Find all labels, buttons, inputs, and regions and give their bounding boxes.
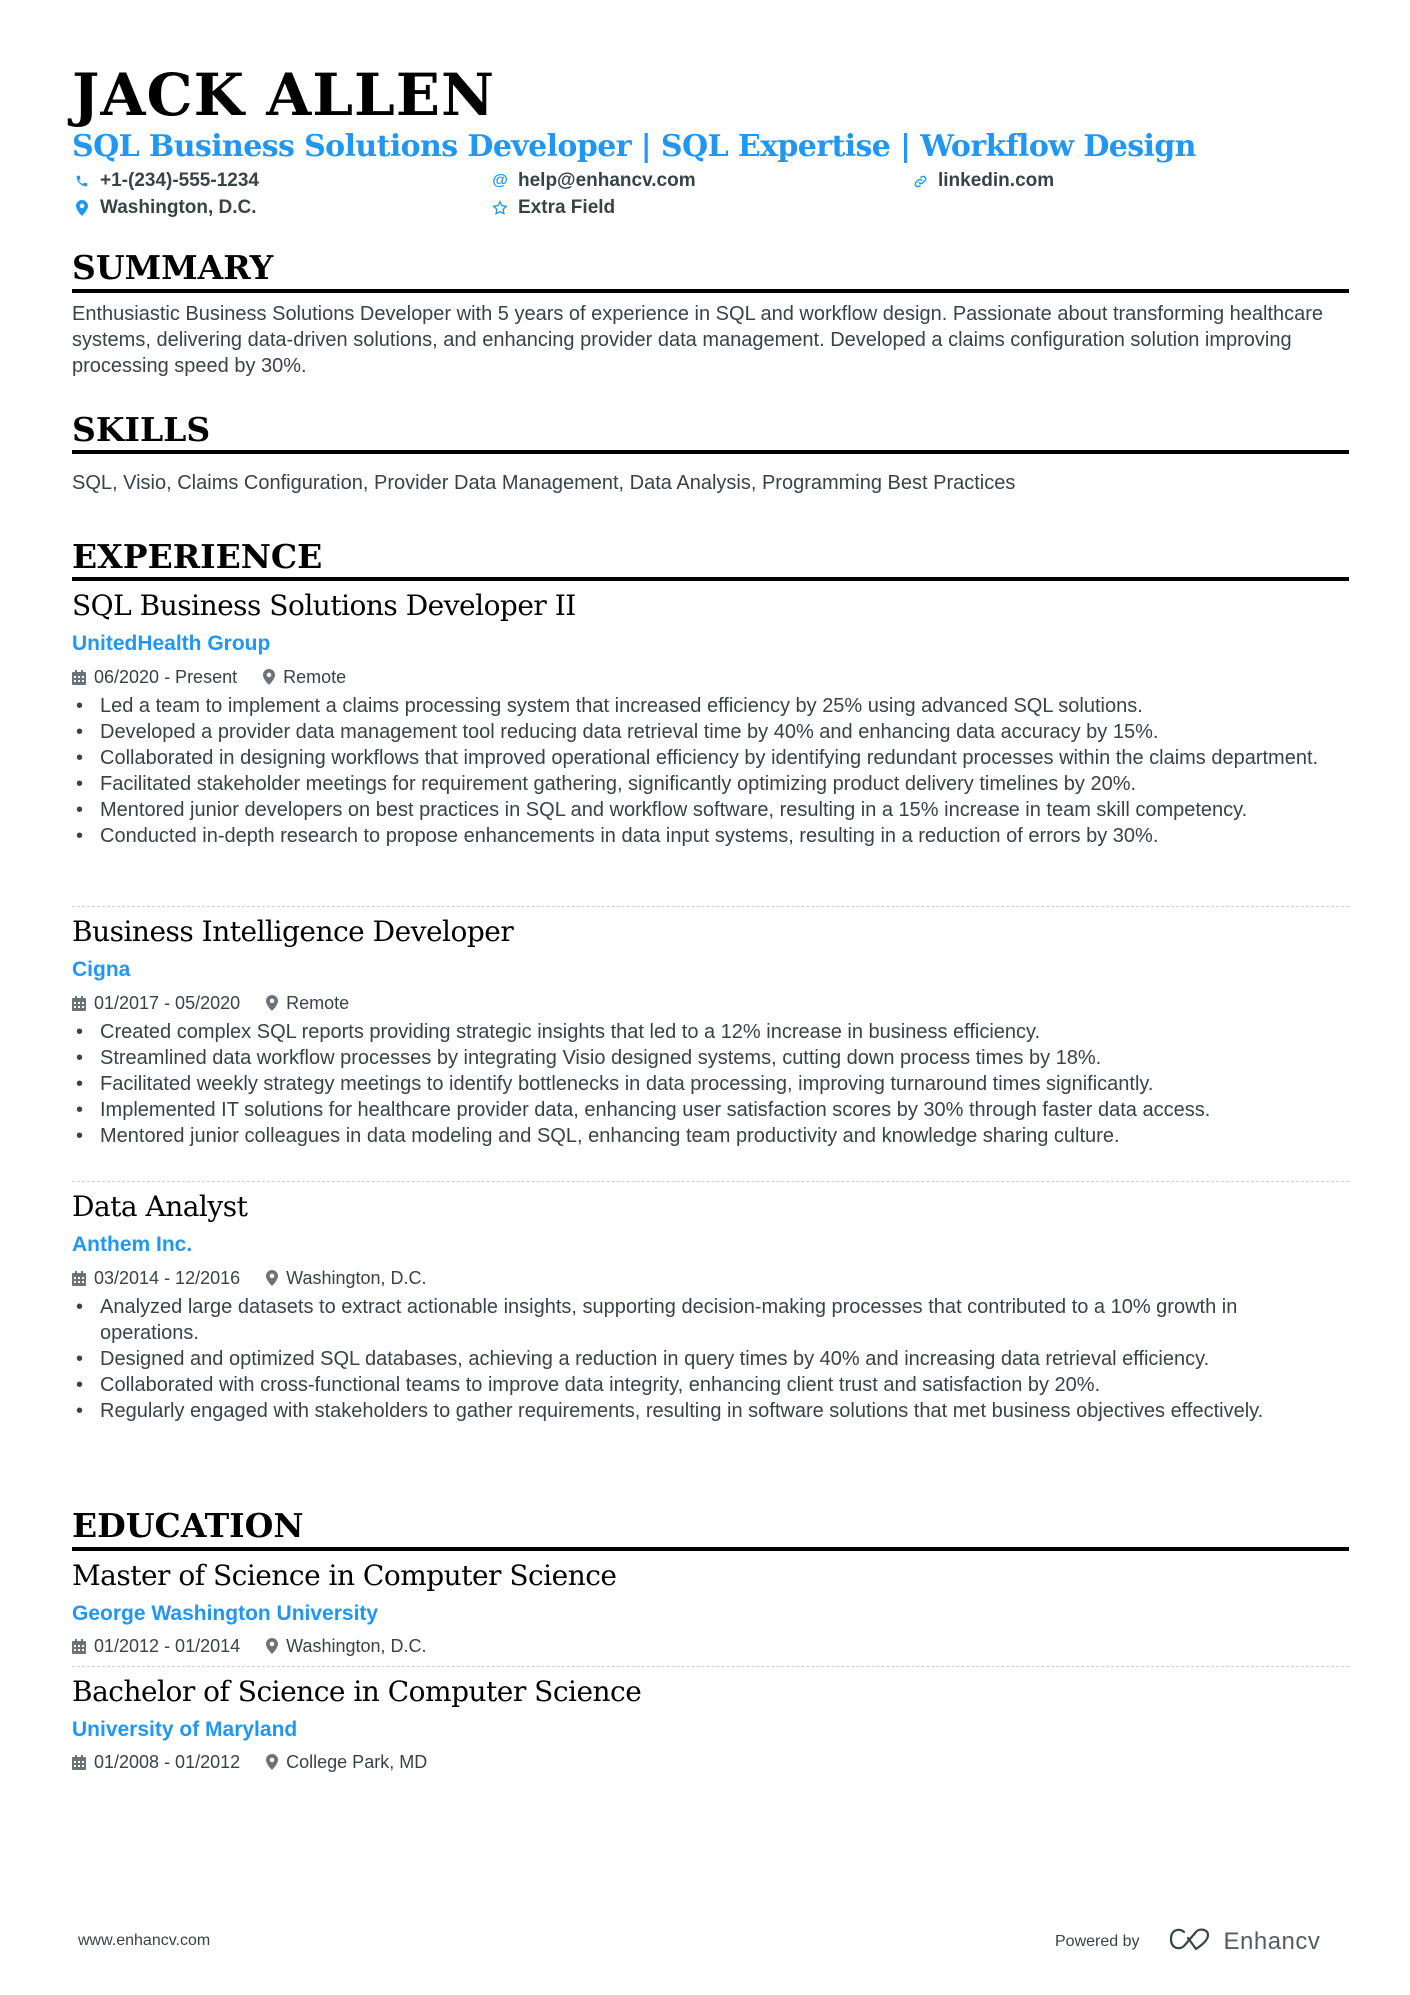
calendar-icon (72, 996, 86, 1011)
section-title-experience: EXPERIENCE (72, 537, 323, 576)
bullet-item: • Regularly engaged with stakeholders to gather requirements, resulting in software solutions that met business objectives effectively. (72, 1398, 1340, 1424)
linkedin-text: linkedin.com (938, 170, 1055, 191)
section-divider (72, 289, 1349, 293)
email-text: help@enhancv.com (518, 170, 696, 191)
education-dates: 01/2012 - 01/2014 (94, 1636, 241, 1656)
footer-branding[interactable] (1055, 1926, 1320, 1957)
education-location: College Park, MD (286, 1752, 428, 1772)
section-divider (72, 450, 1349, 454)
job-location: Washington, D.C. (286, 1268, 427, 1288)
bullet-item: • Mentored junior developers on best practices in SQL and workflow software, resulting in a 15% increase in team skill competency. (72, 797, 1340, 823)
candidate-headline: SQL Business Solutions Developer | SQL Expertise | Workflow Design (72, 129, 1196, 164)
location-pin-icon (266, 995, 278, 1011)
powered-by-label: Powered by (1055, 1932, 1140, 1950)
summary-text: Enthusiastic Business Solutions Developer with 5 years of experience in SQL and workflow design. Passionate about transforming healthcare systems, delivering data-driven solutions, and enhancing provider data management. Developed a claims configuration solution improving processing speed by 30%. (72, 303, 1324, 377)
footer-website-link[interactable]: www.enhancv.com (78, 1932, 211, 1949)
education-dates: 01/2008 - 01/2012 (94, 1752, 241, 1772)
contact-location (72, 196, 257, 220)
education-meta (72, 1634, 427, 1658)
school-name[interactable]: University of Maryland (72, 1718, 298, 1741)
enhancv-brand-name: Enhancv (1223, 1927, 1321, 1955)
section-title-education: EDUCATION (72, 1506, 304, 1545)
job-title: Business Intelligence Developer (72, 915, 514, 948)
contact-email[interactable] (490, 169, 696, 193)
entry-divider (72, 1666, 1349, 1667)
bullet-item: • Led a team to implement a claims processing system that increased efficiency by 25% using advanced SQL solutions. (72, 693, 1340, 719)
calendar-icon (72, 670, 86, 685)
job-bullets (72, 693, 1349, 849)
at-icon: @ (492, 172, 508, 189)
bullet-item: • Developed a provider data management tool reducing data retrieval time by 40% and enhancing data accuracy by 15%. (72, 719, 1340, 745)
link-icon (910, 174, 930, 189)
bullet-item: • Facilitated weekly strategy meetings to identify bottlenecks in data processing, improving turnaround times significantly. (72, 1071, 1340, 1097)
section-title-summary: SUMMARY (72, 248, 274, 287)
company-name[interactable]: Anthem Inc. (72, 1233, 193, 1256)
job-location: Remote (286, 993, 350, 1013)
section-title-skills: SKILLS (72, 410, 211, 449)
job-bullets (72, 1019, 1349, 1149)
star-icon (490, 200, 510, 216)
bullet-item: • Streamlined data workflow processes by integrating Visio designed systems, cutting down process times by 18%. (72, 1045, 1340, 1071)
location-pin-icon (72, 200, 92, 216)
bullet-item: • Designed and optimized SQL databases, achieving a reduction in query times by 40% and increasing data retrieval efficiency. (72, 1346, 1340, 1372)
job-dates: 06/2020 - Present (94, 667, 238, 687)
calendar-icon (72, 1639, 86, 1654)
bullet-item: • Analyzed large datasets to extract actionable insights, supporting decision-making processes that contributed to a 10% growth in operations. (72, 1294, 1340, 1346)
calendar-icon (72, 1755, 86, 1770)
extra-field-text: Extra Field (518, 197, 616, 218)
bullet-item: • Conducted in-depth research to propose enhancements in data input systems, resulting in a reduction of errors by 30%. (72, 823, 1340, 849)
job-meta (72, 1266, 427, 1290)
job-dates: 03/2014 - 12/2016 (94, 1268, 241, 1288)
phone-icon (72, 174, 92, 188)
company-name[interactable]: Cigna (72, 958, 131, 981)
job-title: SQL Business Solutions Developer II (72, 589, 576, 622)
phone-text: +1-(234)-555-1234 (100, 170, 259, 191)
education-location: Washington, D.C. (286, 1636, 427, 1656)
enhancv-logo-icon (1168, 1926, 1212, 1957)
bullet-item: • Created complex SQL reports providing strategic insights that led to a 12% increase in business efficiency. (72, 1019, 1340, 1045)
school-name[interactable]: George Washington University (72, 1602, 379, 1625)
skills-text: SQL, Visio, Claims Configuration, Provider Data Management, Data Analysis, Programming Best Practices (72, 472, 1016, 494)
bullet-item: • Mentored junior colleagues in data modeling and SQL, enhancing team productivity and knowledge sharing culture. (72, 1123, 1340, 1149)
degree-title: Bachelor of Science in Computer Science (72, 1675, 642, 1708)
candidate-name: JACK ALLEN (72, 61, 495, 129)
job-meta (72, 665, 346, 689)
company-name[interactable]: UnitedHealth Group (72, 632, 271, 655)
section-divider (72, 1547, 1349, 1551)
contact-extra-field (490, 196, 615, 220)
section-divider (72, 577, 1349, 581)
location-pin-icon (266, 1754, 278, 1770)
contact-linkedin[interactable] (910, 169, 1054, 193)
bullet-item: • Collaborated with cross-functional teams to improve data integrity, enhancing client trust and satisfaction by 20%. (72, 1372, 1340, 1398)
job-meta (72, 991, 349, 1015)
education-meta (72, 1750, 427, 1774)
bullet-item: • Implemented IT solutions for healthcare provider data, enhancing user satisfaction scores by 30% through faster data access. (72, 1097, 1340, 1123)
bullet-item: • Facilitated stakeholder meetings for requirement gathering, significantly optimizing product delivery timelines by 20%. (72, 771, 1340, 797)
contact-phone[interactable] (72, 169, 259, 193)
entry-divider (72, 1181, 1349, 1182)
bullet-item: • Collaborated in designing workflows that improved operational efficiency by identifying redundant processes within the claims department. (72, 745, 1340, 771)
job-bullets (72, 1294, 1349, 1424)
calendar-icon (72, 1271, 86, 1286)
degree-title: Master of Science in Computer Science (72, 1559, 617, 1592)
entry-divider (72, 906, 1349, 907)
job-dates: 01/2017 - 05/2020 (94, 993, 241, 1013)
location-text: Washington, D.C. (100, 197, 257, 218)
location-pin-icon (266, 1270, 278, 1286)
job-title: Data Analyst (72, 1190, 248, 1223)
location-pin-icon (266, 1638, 278, 1654)
location-pin-icon (263, 669, 275, 685)
job-location: Remote (283, 667, 347, 687)
